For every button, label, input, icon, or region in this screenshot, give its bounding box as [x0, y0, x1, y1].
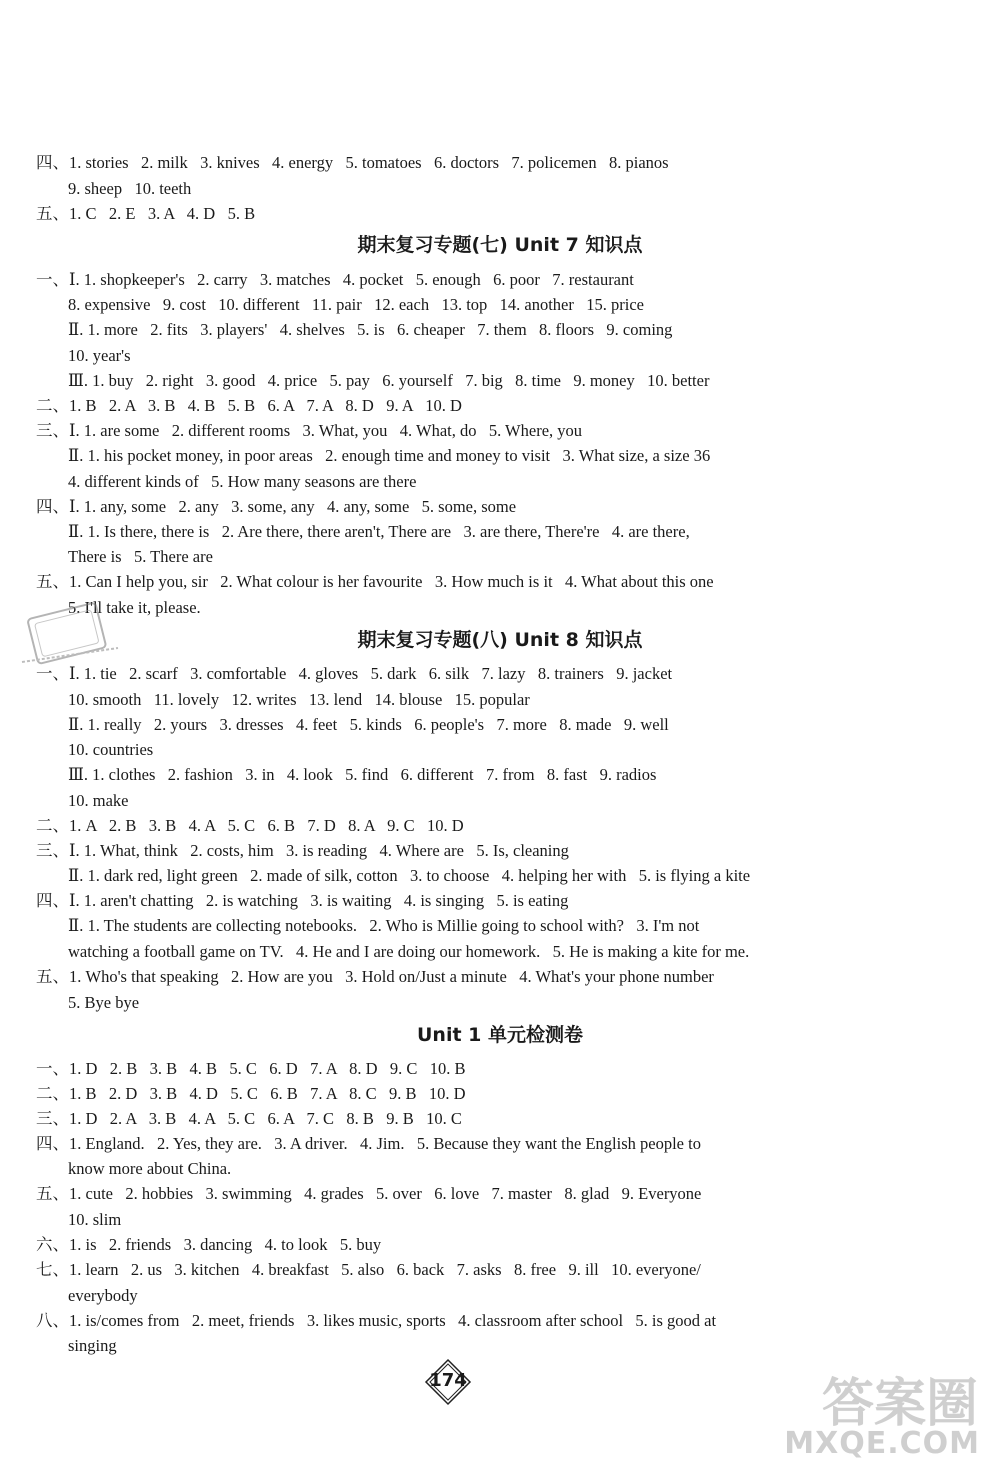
answer-line: 六、1. is 2. friends 3. dancing 4. to look 5. buy — [36, 1235, 382, 1254]
answer-line: 二、1. B 2. A 3. B 4. B 5. B 6. A 7. A 8. D 9. A 10. D — [36, 396, 462, 415]
answer-line: 10. make — [68, 791, 129, 810]
answer-line: 五、1. C 2. E 3. A 4. D 5. B — [36, 204, 256, 223]
answer-line: Ⅱ. 1. more 2. fits 3. players' 4. shelves 5. is 6. cheaper 7. them 8. floors 9. coming — [68, 320, 673, 339]
answer-line: Ⅱ. 1. Is there, there is 2. Are there, there aren't, There are 3. are there, There're 4. are there, — [68, 522, 690, 541]
answer-line: 二、1. A 2. B 3. B 4. A 5. C 6. B 7. D 8. A 9. C 10. D — [36, 816, 464, 835]
answer-line: 一、Ⅰ. 1. shopkeeper's 2. carry 3. matches 4. pocket 5. enough 6. poor 7. restaurant — [36, 270, 634, 289]
answer-line: 三、1. D 2. A 3. B 4. A 5. C 6. A 7. C 8. B 9. B 10. C — [36, 1109, 462, 1128]
section-heading: 期末复习专题(七) Unit 7 知识点 — [357, 234, 643, 256]
section-heading: Unit 1 单元检测卷 — [417, 1024, 583, 1046]
answer-line: 10. smooth 11. lovely 12. writes 13. lend 14. blouse 15. popular — [68, 690, 530, 709]
answer-line: 八、1. is/comes from 2. meet, friends 3. likes music, sports 4. classroom after school 5. is good at — [36, 1311, 717, 1330]
answer-line: 五、1. Can I help you, sir 2. What colour is her favourite 3. How much is it 4. What about this one — [36, 572, 714, 591]
answer-line: 5. I'll take it, please. — [68, 598, 201, 617]
watermark-url: MXQE.COM — [784, 1426, 980, 1461]
section-heading: 期末复习专题(八) Unit 8 知识点 — [357, 629, 643, 651]
answer-line: 一、1. D 2. B 3. B 4. B 5. C 6. D 7. A 8. D 9. C 10. B — [36, 1059, 466, 1078]
answer-line: everybody — [68, 1286, 138, 1305]
answer-line: 四、1. stories 2. milk 3. knives 4. energy 5. tomatoes 6. doctors 7. policemen 8. pianos — [36, 153, 669, 172]
answer-line: There is 5. There are — [68, 547, 213, 566]
answer-line: Ⅱ. 1. his pocket money, in poor areas 2. enough time and money to visit 3. What size, a size 36 — [68, 446, 711, 465]
answer-line: 8. expensive 9. cost 10. different 11. pair 12. each 13. top 14. another 15. price — [68, 295, 644, 314]
answer-line: Ⅲ. 1. buy 2. right 3. good 4. price 5. pay 6. yourself 7. big 8. time 9. money 10. better — [68, 371, 710, 390]
answer-line: 10. year's — [68, 346, 131, 365]
watermark-logo — [766, 1361, 986, 1461]
stamp-logo — [18, 600, 128, 680]
answer-line: 一、Ⅰ. 1. tie 2. scarf 3. comfortable 4. gloves 5. dark 6. silk 7. lazy 8. trainers 9. jacket — [36, 664, 673, 683]
watermark-chinese: 答案圈 — [821, 1374, 978, 1434]
answer-line: 三、Ⅰ. 1. What, think 2. costs, him 3. is reading 4. Where are 5. Is, cleaning — [36, 841, 569, 860]
answer-line: 五、1. cute 2. hobbies 3. swimming 4. grades 5. over 6. love 7. master 8. glad 9. Everyone — [36, 1184, 702, 1203]
answer-line: 10. countries — [68, 740, 154, 759]
answer-line: 七、1. learn 2. us 3. kitchen 4. breakfast 5. also 6. back 7. asks 8. free 9. ill 10. everyone/ — [36, 1260, 701, 1279]
answer-line: 四、Ⅰ. 1. any, some 2. any 3. some, any 4. any, some 5. some, some — [36, 497, 517, 516]
answer-line: 10. slim — [68, 1210, 122, 1229]
answer-line: 4. different kinds of 5. How many seasons are there — [68, 472, 417, 491]
answer-line: know more about China. — [68, 1159, 232, 1178]
answer-line: Ⅲ. 1. clothes 2. fashion 3. in 4. look 5. find 6. different 7. from 8. fast 9. radios — [68, 765, 657, 784]
page-number: 174 — [424, 1358, 472, 1406]
answer-line: Ⅱ. 1. The students are collecting notebooks. 2. Who is Millie going to school with? 3. I'm not — [68, 916, 700, 935]
answer-line: 5. Bye bye — [68, 993, 140, 1012]
answer-line: 五、1. Who's that speaking 2. How are you 3. Hold on/Just a minute 4. What's your phone number — [36, 967, 714, 986]
answer-line: singing — [68, 1336, 117, 1355]
answer-line: 四、1. England. 2. Yes, they are. 3. A driver. 4. Jim. 5. Because they want the English people to — [36, 1134, 701, 1153]
answer-line: 9. sheep 10. teeth — [68, 179, 192, 198]
answer-line: Ⅱ. 1. really 2. yours 3. dresses 4. feet 5. kinds 6. people's 7. more 8. made 9. well — [68, 715, 669, 734]
answer-line: 三、Ⅰ. 1. are some 2. different rooms 3. What, you 4. What, do 5. Where, you — [36, 421, 583, 440]
answer-line: watching a football game on TV. 4. He and I are doing our homework. 5. He is making a kite for me. — [68, 942, 750, 961]
answer-line: Ⅱ. 1. dark red, light green 2. made of silk, cotton 3. to choose 4. helping her with 5. is flying a kite — [68, 866, 751, 885]
answer-line: 四、Ⅰ. 1. aren't chatting 2. is watching 3. is waiting 4. is singing 5. is eating — [36, 891, 569, 910]
answer-line: 二、1. B 2. D 3. B 4. D 5. C 6. B 7. A 8. C 9. B 10. D — [36, 1084, 466, 1103]
